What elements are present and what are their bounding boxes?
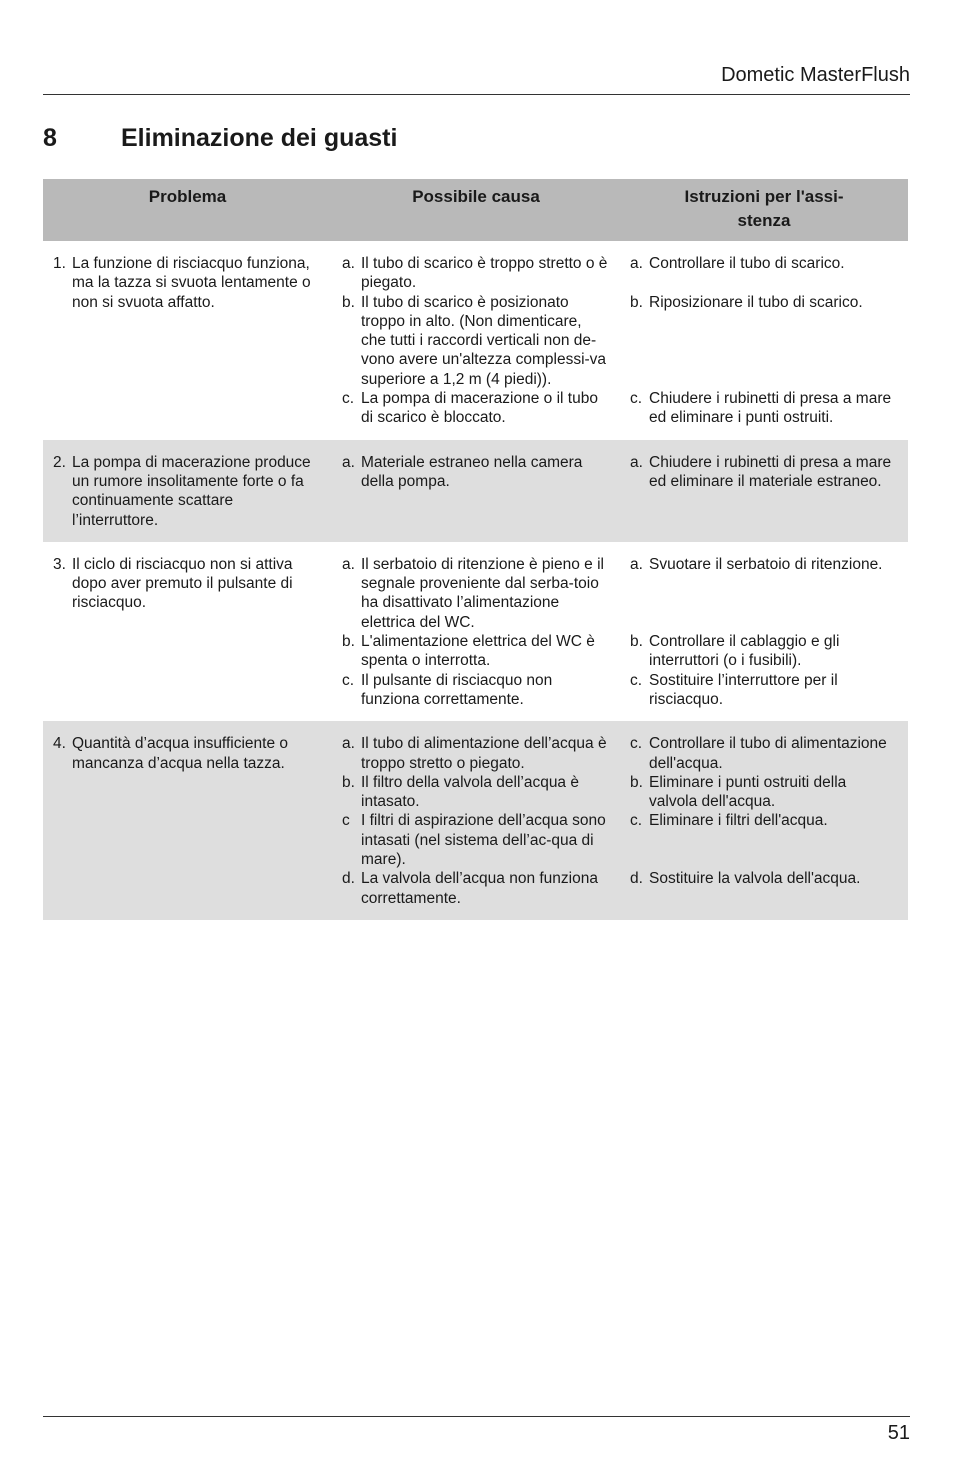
cause-item bbox=[342, 254, 610, 293]
cause-text: Il serbatoio di ritenzione è pieno e il segnale proveniente dal serba-toio ha disattivato l’alimentazione elettrica del WC. bbox=[361, 555, 604, 631]
cause-text: Il pulsante di risciacquo non funziona correttamente. bbox=[361, 671, 553, 708]
cause-text: Il tubo di scarico è troppo stretto o è piegato. bbox=[361, 255, 608, 292]
problem-number: 3. bbox=[53, 555, 66, 573]
instruction-text: Chiudere i rubinetti di presa a mare ed eliminare il materiale estraneo. bbox=[649, 453, 892, 490]
table-row bbox=[43, 721, 908, 920]
instruction-text: Riposizionare il tubo di scarico. bbox=[649, 293, 863, 311]
footer-divider bbox=[43, 1416, 910, 1417]
header-brand: Dometic MasterFlush bbox=[721, 64, 910, 86]
header-divider bbox=[43, 94, 910, 95]
cause-cell bbox=[332, 542, 620, 721]
cause-text: Il tubo di alimentazione dell’acqua è troppo stretto o piegato. bbox=[361, 735, 607, 772]
cause-cell bbox=[332, 440, 620, 542]
cause-label: b. bbox=[342, 633, 355, 651]
instruction-cell bbox=[620, 440, 908, 542]
instruction-item bbox=[630, 389, 898, 428]
problem-number: 2. bbox=[53, 453, 66, 471]
instruction-label: c. bbox=[630, 671, 643, 689]
instruction-item bbox=[630, 773, 898, 812]
section-heading bbox=[43, 124, 397, 153]
cause-item bbox=[342, 555, 610, 632]
section-title: Eliminazione dei guasti bbox=[121, 124, 398, 152]
instruction-label: b. bbox=[630, 293, 643, 311]
section-number: 8 bbox=[43, 124, 57, 152]
instruction-item bbox=[630, 869, 898, 888]
cause-label: a. bbox=[342, 453, 355, 471]
instruction-item bbox=[630, 293, 898, 312]
instruction-text: Eliminare i filtri dell'acqua. bbox=[649, 812, 828, 830]
cause-item bbox=[342, 453, 610, 492]
problem-text: Il ciclo di risciacquo non si attiva dopo aver premuto il pulsante di risciacquo. bbox=[72, 555, 293, 612]
instruction-item bbox=[630, 734, 898, 773]
instruction-label: d. bbox=[630, 870, 643, 888]
header-cause: Possibile causa bbox=[332, 179, 620, 241]
header-instructions-text: Istruzioni per l'assi- stenza bbox=[684, 187, 844, 230]
page-number: 51 bbox=[887, 1422, 910, 1444]
table-row bbox=[43, 440, 908, 542]
cause-label: b. bbox=[342, 293, 355, 311]
cause-text: Materiale estraneo nella camera della pompa. bbox=[361, 453, 583, 490]
instruction-label: a. bbox=[630, 453, 643, 471]
instruction-cell bbox=[620, 542, 908, 721]
table-header-row bbox=[43, 179, 908, 241]
cause-label: a. bbox=[342, 555, 355, 573]
instruction-label: a. bbox=[630, 255, 643, 272]
problem-cell bbox=[43, 440, 332, 542]
cause-item bbox=[342, 869, 610, 908]
instruction-item bbox=[630, 555, 898, 574]
cause-label: c. bbox=[342, 390, 355, 408]
instruction-text: Sostituire l’interruttore per il risciacquo. bbox=[649, 671, 838, 708]
cause-item bbox=[342, 671, 610, 710]
instruction-cell bbox=[620, 241, 908, 440]
problem-cell bbox=[43, 721, 332, 920]
instruction-item bbox=[630, 811, 898, 830]
table-row bbox=[43, 542, 908, 721]
cause-label: d. bbox=[342, 870, 355, 888]
instruction-cell bbox=[620, 721, 908, 920]
troubleshooting-table bbox=[43, 179, 908, 920]
cause-cell bbox=[332, 241, 620, 440]
cause-label: c. bbox=[342, 671, 355, 689]
cause-item bbox=[342, 773, 610, 812]
cause-item bbox=[342, 632, 610, 671]
instruction-item bbox=[630, 632, 898, 671]
cause-text: La valvola dell’acqua non funziona correttamente. bbox=[361, 870, 598, 907]
problem-cell bbox=[43, 241, 332, 440]
problem-cell bbox=[43, 542, 332, 721]
cause-text: L'alimentazione elettrica del WC è spenta o interrotta. bbox=[361, 633, 595, 670]
header-problem: Problema bbox=[43, 179, 332, 241]
cause-text: La pompa di macerazione o il tubo di scarico è bloccato. bbox=[361, 390, 598, 427]
instruction-item bbox=[630, 671, 898, 710]
cause-item bbox=[342, 293, 610, 389]
cause-item bbox=[342, 389, 610, 428]
instruction-text: Chiudere i rubinetti di presa a mare ed eliminare i punti ostruiti. bbox=[649, 390, 892, 427]
cause-text: Il filtro della valvola dell’acqua è intasato. bbox=[361, 773, 579, 811]
instruction-text: Controllare il tubo di alimentazione dell'acqua. bbox=[649, 735, 887, 772]
cause-cell bbox=[332, 721, 620, 920]
cause-item bbox=[342, 734, 610, 773]
table-row bbox=[43, 241, 908, 440]
cause-text: I filtri di aspirazione dell’acqua sono intasati (nel sistema dell’ac-qua di mare). bbox=[361, 812, 606, 869]
instruction-text: Svuotare il serbatoio di ritenzione. bbox=[649, 555, 883, 573]
instruction-text: Controllare il cablaggio e gli interruttori (o i fusibili). bbox=[649, 633, 840, 670]
instruction-text: Controllare il tubo di scarico. bbox=[649, 255, 845, 272]
problem-number: 1. bbox=[53, 255, 66, 272]
instruction-item bbox=[630, 254, 898, 273]
cause-item bbox=[342, 811, 610, 869]
instruction-item bbox=[630, 453, 898, 492]
problem-text: Quantità d’acqua insufficiente o mancanza d’acqua nella tazza. bbox=[72, 735, 289, 772]
cause-text: Il tubo di scarico è posizionato troppo in alto. (Non dimenticare, che tutti i raccordi verticali non de-vono avere un'altezza complessi-va superiore a 1,2 m (4 piedi)). bbox=[361, 293, 607, 388]
cause-label: c bbox=[342, 812, 350, 830]
problem-text: La pompa di macerazione produce un rumore insolitamente forte o fa continuamente scattare l’interruttore. bbox=[72, 453, 311, 529]
problem-number: 4. bbox=[53, 735, 66, 753]
instruction-label: b. bbox=[630, 633, 643, 651]
cause-label: b. bbox=[342, 773, 355, 791]
instruction-label: c. bbox=[630, 812, 643, 830]
instruction-text: Sostituire la valvola dell'acqua. bbox=[649, 870, 861, 888]
cause-label: a. bbox=[342, 255, 355, 272]
instruction-label: a. bbox=[630, 555, 643, 573]
instruction-label: b. bbox=[630, 773, 643, 791]
problem-text: La funzione di risciacquo funziona, ma la tazza si svuota lentamente o non si svuota affatto. bbox=[72, 255, 311, 311]
instruction-label: c. bbox=[630, 735, 643, 753]
instruction-text: Eliminare i punti ostruiti della valvola dell'acqua. bbox=[649, 773, 847, 811]
instruction-label: c. bbox=[630, 390, 643, 408]
cause-label: a. bbox=[342, 735, 355, 753]
header-instructions bbox=[620, 179, 908, 241]
